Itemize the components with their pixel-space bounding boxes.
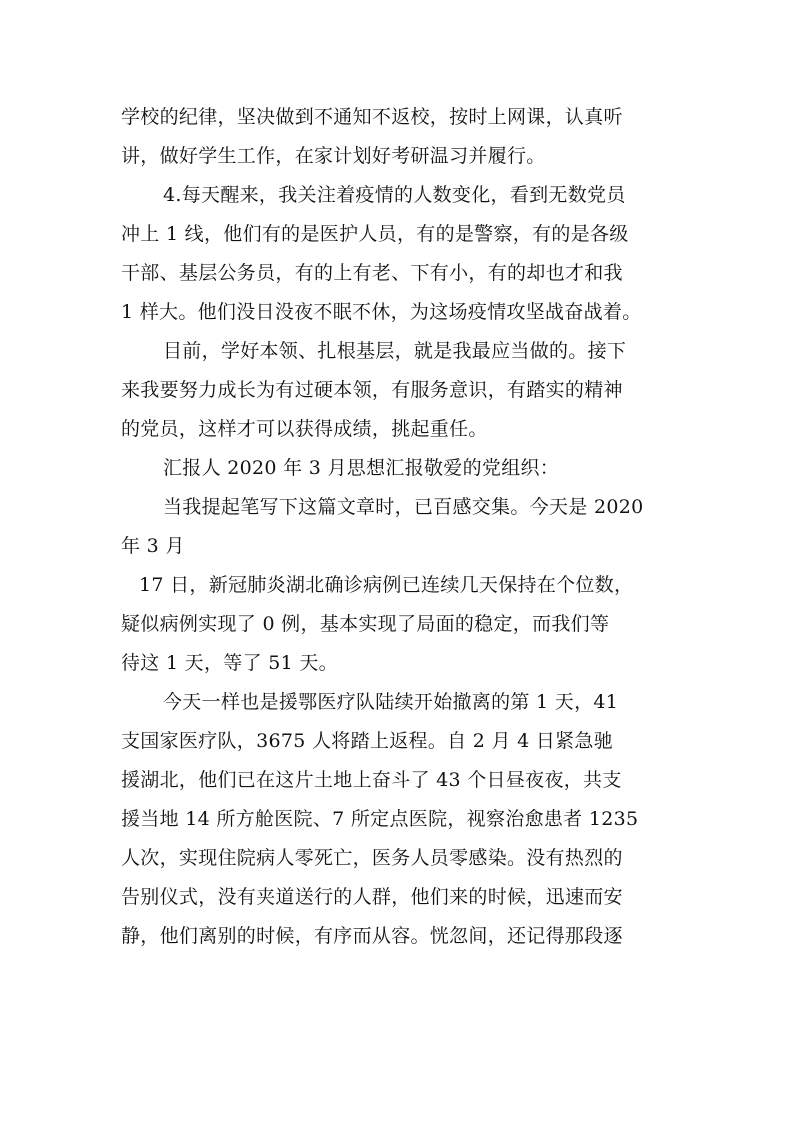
text-line: 援当地 14 所方舱医院、7 所定点医院，视察治愈患者 1235 (121, 808, 639, 830)
text-line: 冲上 1 线，他们有的是医护人员，有的是警察，有的是各级 (121, 223, 629, 245)
text-line: 来我要努力成长为有过硬本领，有服务意识，有踏实的精神 (121, 379, 623, 401)
text-line: 待这 1 天，等了 51 天。 (121, 652, 338, 674)
text-line: 告别仪式，没有夹道送行的人群，他们来的时候，迅速而安 (121, 886, 623, 908)
text-line: 静，他们离别的时候，有序而从容。恍忽间，还记得那段逐 (121, 925, 623, 947)
text-line: 当我提起笔写下这篇文章时，已百感交集。今天是 2020 (163, 496, 644, 518)
text-line: 17 日，新冠肺炎湖北确诊病例已连续几天保持在个位数， (139, 574, 634, 596)
body-text (121, 98, 681, 956)
text-line: 目前，学好本领、扎根基层，就是我最应当做的。接下 (163, 340, 627, 362)
text-line: 年 3 月 (121, 535, 185, 557)
text-line: 汇报人 2020 年 3 月思想汇报敬爱的党组织： (163, 457, 560, 479)
text-line: 的党员，这样才可以获得成绩，挑起重任。 (121, 418, 488, 440)
text-line: 援湖北，他们已在这片土地上奋斗了 43 个日昼夜夜，共支 (121, 769, 622, 791)
text-line: 讲，做好学生工作，在家计划好考研温习并履行。 (121, 145, 546, 167)
text-line: 疑似病例实现了 0 例，基本实现了局面的稳定，而我们等 (121, 613, 610, 635)
text-line: 干部、基层公务员，有的上有老、下有小，有的却也才和我 (121, 262, 623, 284)
text-line: 支国家医疗队，3675 人将踏上返程。自 2 月 4 日紧急驰 (121, 730, 614, 752)
text-line: 今天一样也是援鄂医疗队陆续开始撤离的第 1 天，41 (163, 691, 619, 713)
text-line: 人次，实现住院病人零死亡，医务人员零感染。没有热烈的 (121, 847, 623, 869)
text-line: 1 样大。他们没日没夜不眠不休，为这场疫情攻坚战奋战着。 (121, 301, 642, 323)
text-line: 学校的纪律，坚决做到不通知不返校，按时上网课，认真听 (121, 106, 623, 128)
text-line: 4.每天醒来，我关注着疫情的人数变化，看到无数党员 (163, 184, 626, 206)
